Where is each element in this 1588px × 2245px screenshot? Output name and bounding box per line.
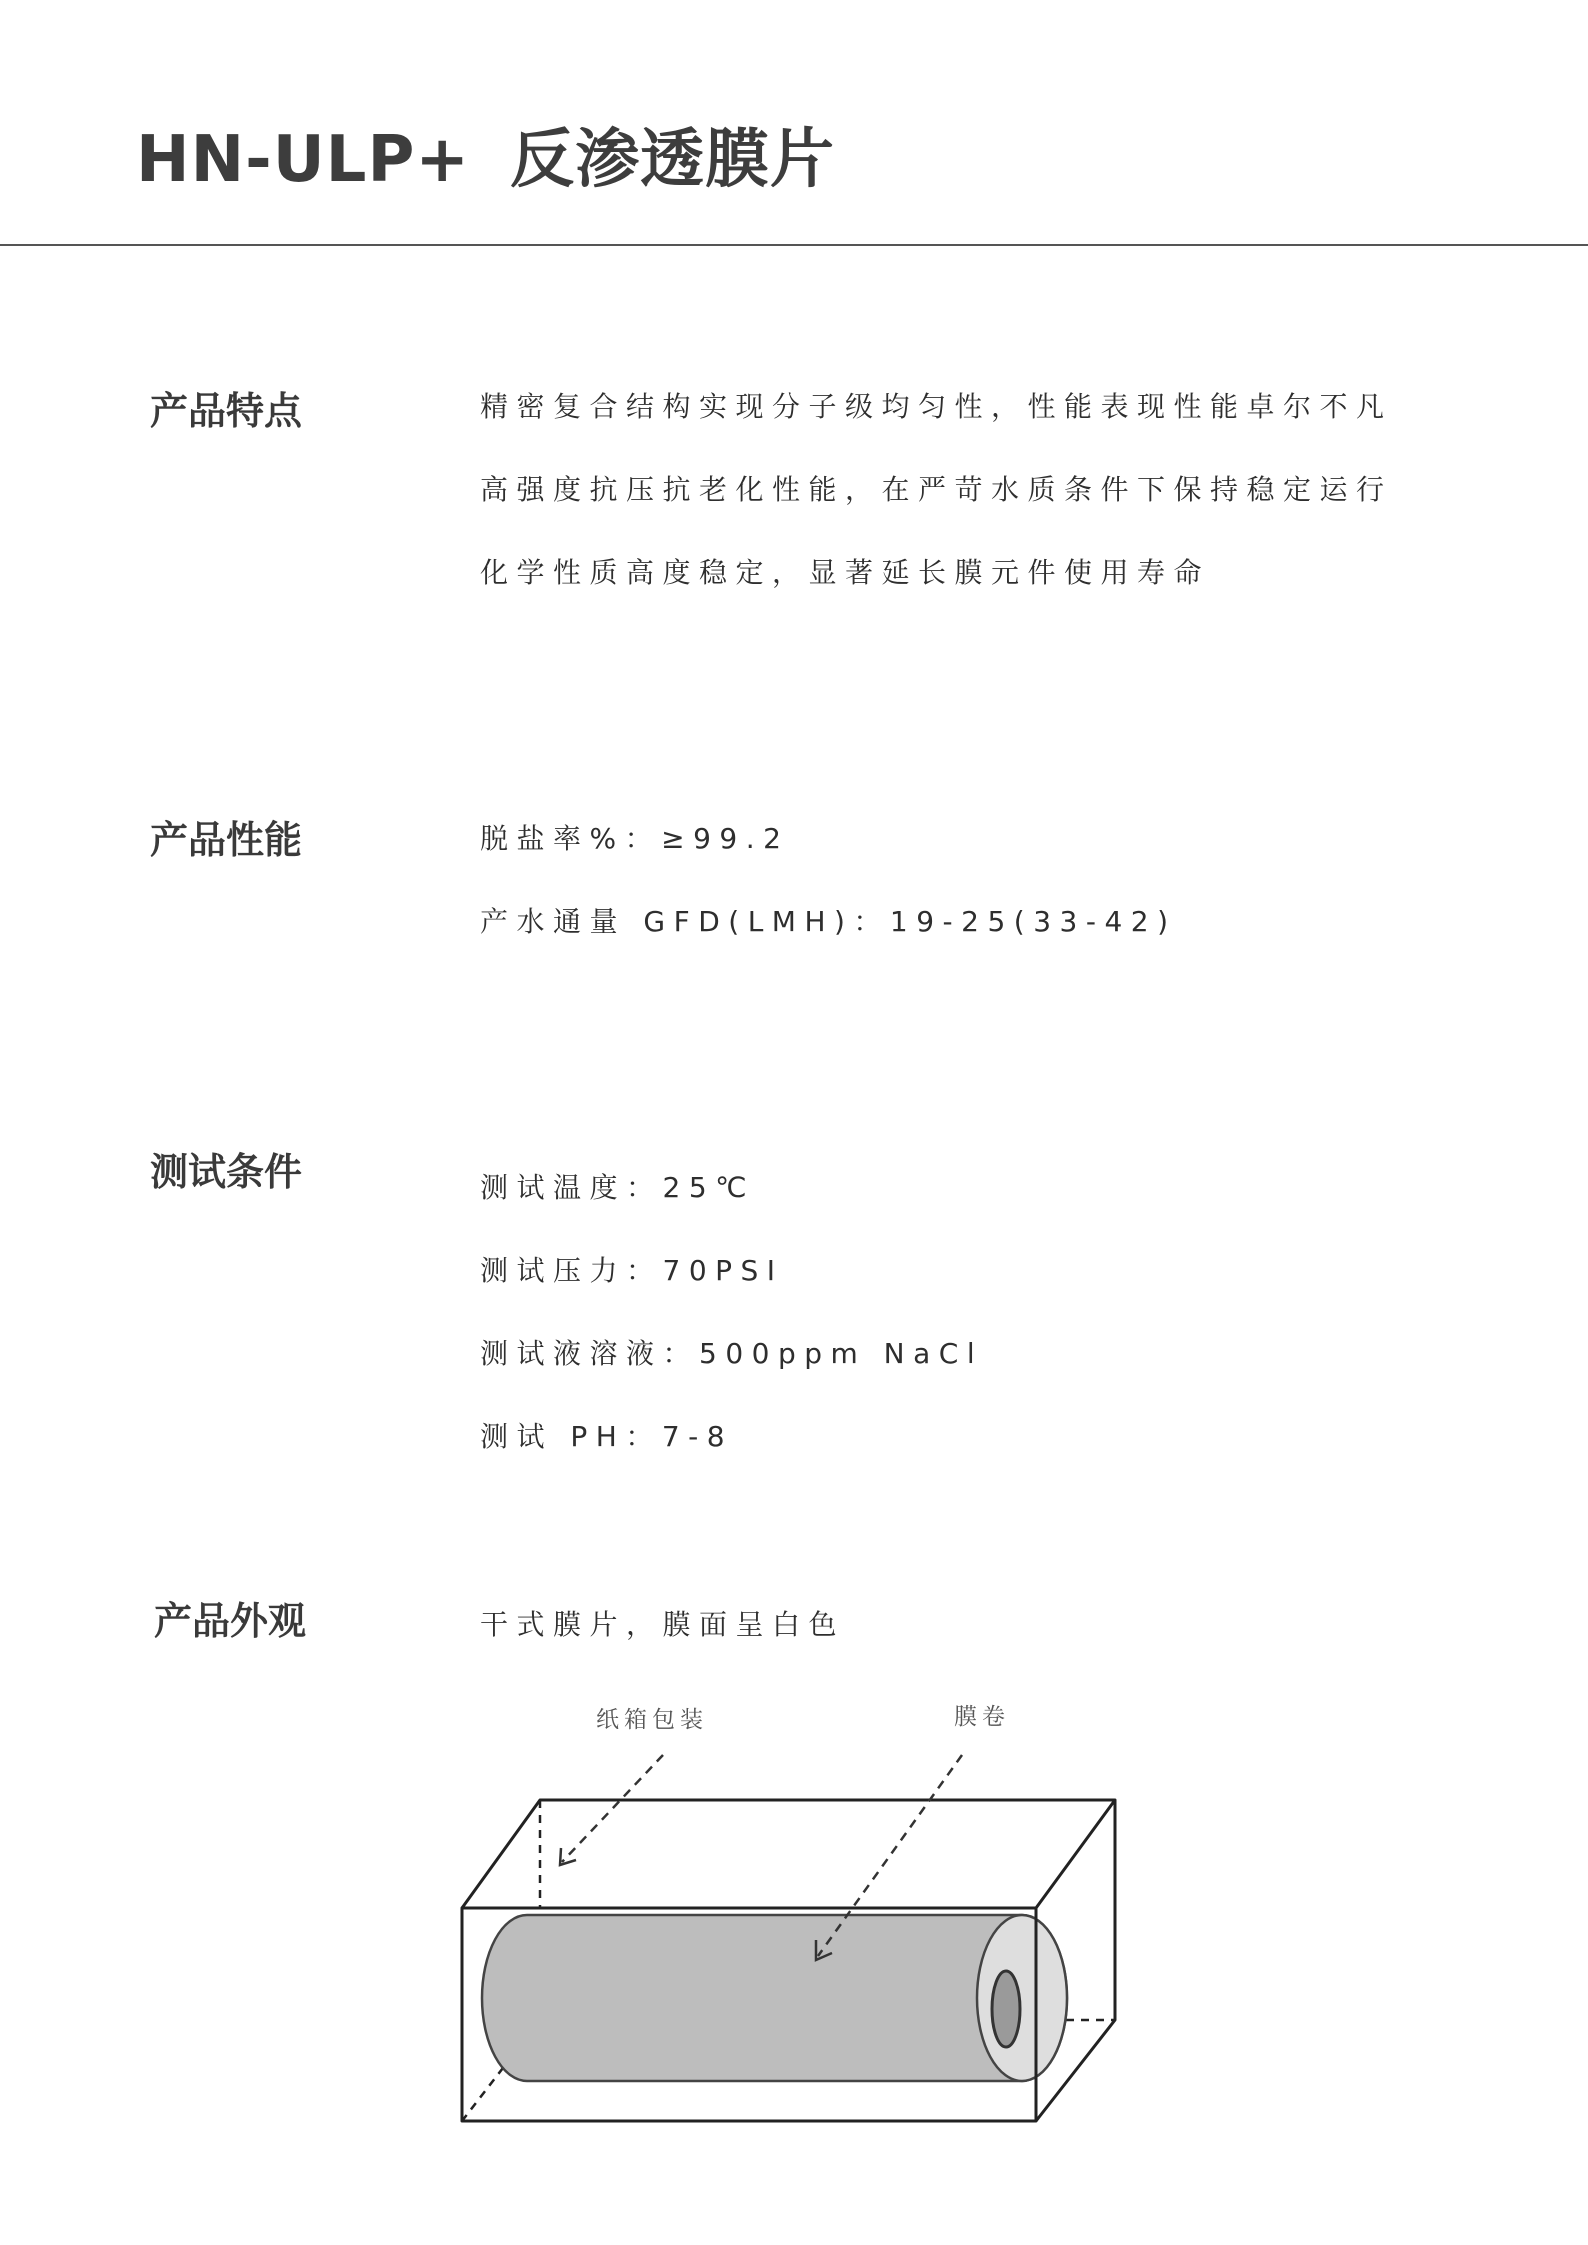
test-condition-line: 测试温度：25℃	[480, 1171, 756, 1204]
test-conditions-heading: 测试条件	[150, 1150, 303, 1194]
appearance-heading: 产品外观	[154, 1599, 307, 1643]
box-packaging-label: 纸箱包装	[596, 1707, 708, 1733]
performance-line: 产水通量 GFD(LMH)：19-25(33-42)	[480, 905, 1177, 938]
features-line: 高强度抗压抗老化性能，在严苛水质条件下保持稳定运行	[480, 473, 1393, 506]
product-model: HN-ULP+	[136, 123, 470, 197]
membrane-roll-label: 膜卷	[954, 1704, 1010, 1730]
test-condition-line: 测试 PH：7-8	[480, 1420, 734, 1453]
title-divider	[0, 244, 1588, 246]
test-condition-line: 测试压力：70PSI	[480, 1254, 784, 1287]
features-line: 化学性质高度稳定，显著延长膜元件使用寿命	[480, 556, 1211, 589]
features-line: 精密复合结构实现分子级均匀性，性能表现性能卓尔不凡	[480, 390, 1393, 423]
page-title	[136, 123, 835, 197]
appearance-line: 干式膜片，膜面呈白色	[480, 1608, 846, 1641]
product-name: 反渗透膜片	[509, 123, 835, 197]
test-condition-line: 测试液溶液：500ppm NaCl	[480, 1337, 984, 1370]
features-heading: 产品特点	[150, 389, 303, 433]
performance-line: 脱盐率%：≥99.2	[480, 822, 790, 855]
packaging-diagram	[440, 1750, 1140, 2150]
performance-heading: 产品性能	[150, 818, 303, 862]
membrane-roll	[482, 1915, 1067, 2081]
box-pointer-arrow	[560, 1755, 663, 1865]
